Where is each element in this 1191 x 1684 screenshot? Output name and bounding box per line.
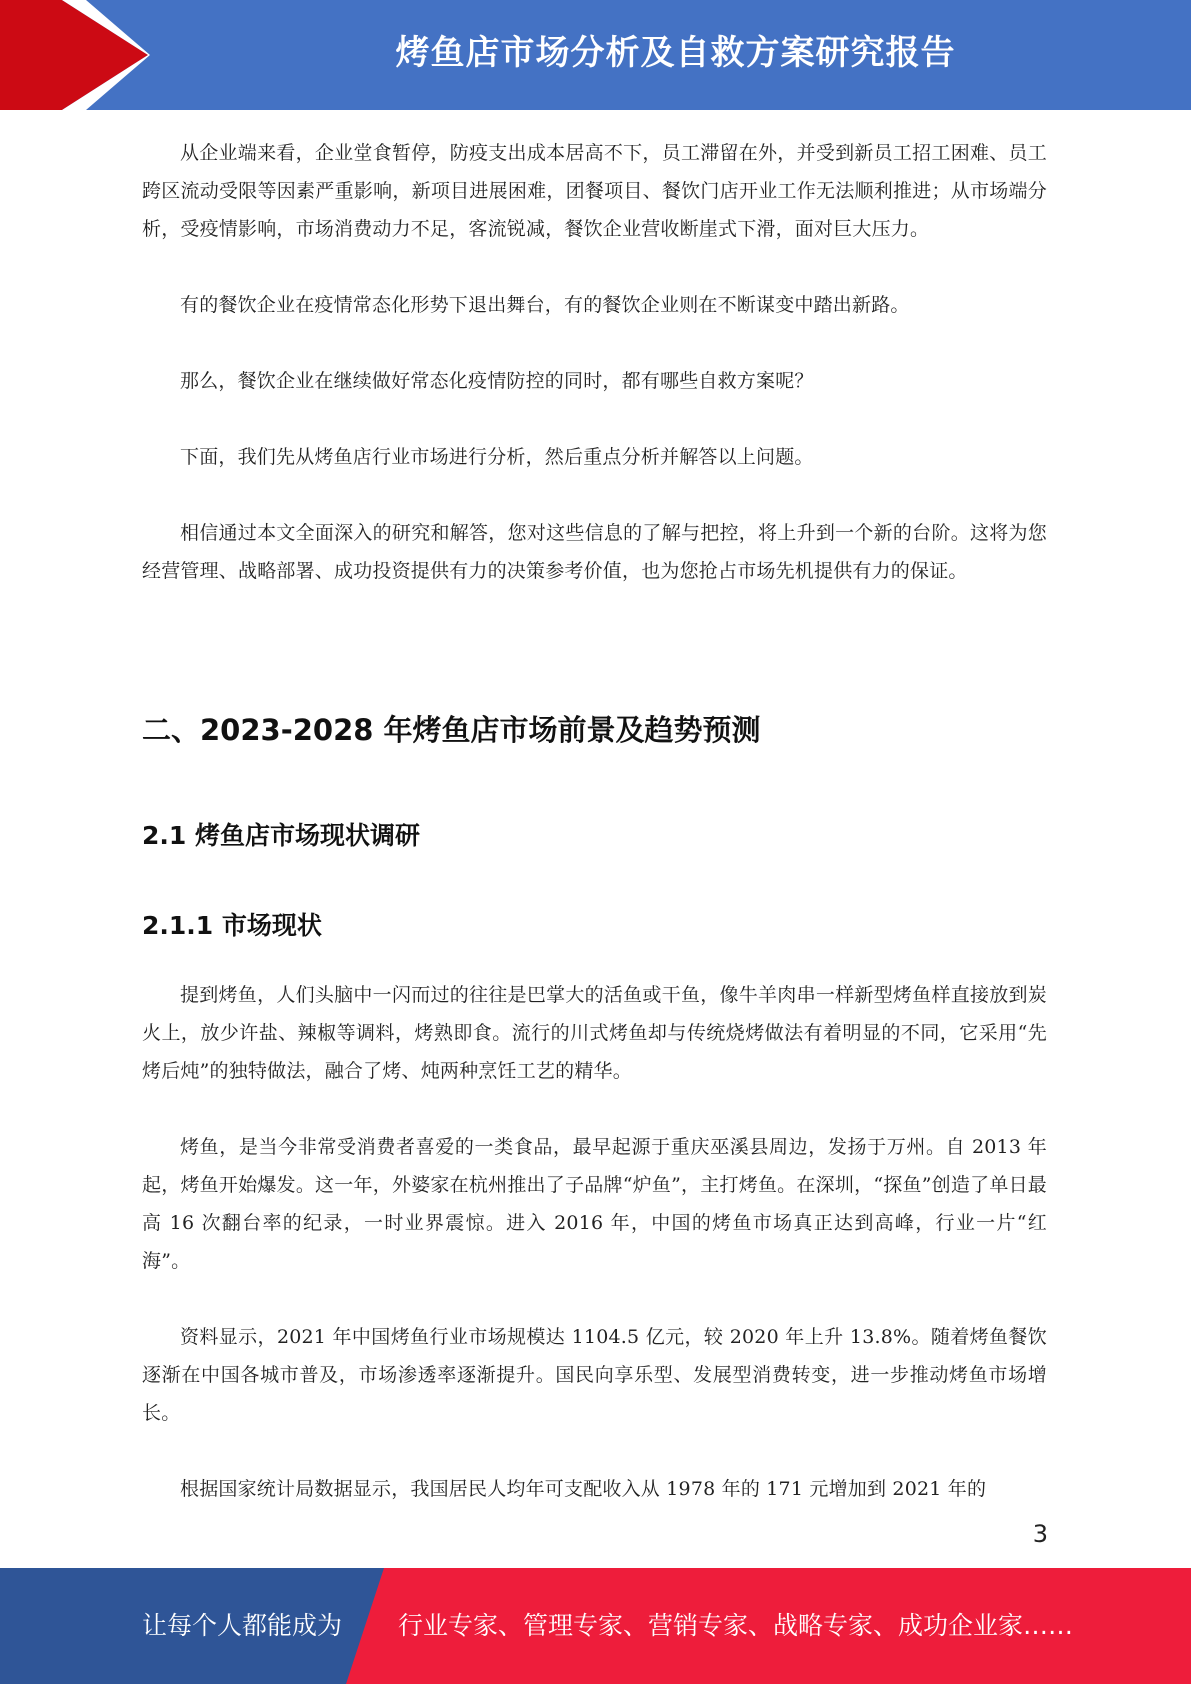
intro-section xyxy=(142,134,1047,590)
paragraph: 资料显示，2021 年中国烤鱼行业市场规模达 1104.5 亿元，较 2020 年上升 13.8%。随着烤鱼餐饮逐渐在中国各城市普及，市场渗透率逐渐提升。国民向享乐型、发展型消费转变，进一步推动烤鱼市场增长。 xyxy=(142,1326,1047,1424)
paragraph: 提到烤鱼，人们头脑中一闪而过的往往是巴掌大的活鱼或干鱼，像牛羊肉串一样新型烤鱼样直接放到炭火上，放少许盐、辣椒等调料，烤熟即食。流行的川式烤鱼却与传统烧烤做法有着明显的不同，它采用“先烤后炖”的独特做法，融合了烤、炖两种烹饪工艺的精华。 xyxy=(142,984,1047,1082)
paragraph: 相信通过本文全面深入的研究和解答，您对这些信息的了解与把控，将上升到一个新的台阶。这将为您经营管理、战略部署、成功投资提供有力的决策参考价值，也为您抢占市场先机提供有力的保证。 xyxy=(142,522,1047,582)
paragraph: 下面，我们先从烤鱼店行业市场进行分析，然后重点分析并解答以上问题。 xyxy=(180,446,814,468)
market-status-section xyxy=(142,976,1047,1508)
paragraph: 那么，餐饮企业在继续做好常态化疫情防控的同时，都有哪些自救方案呢？ xyxy=(180,370,814,392)
subsubsection-heading: 2.1.1 市场现状 xyxy=(142,911,322,940)
page-footer xyxy=(0,1568,1191,1684)
paragraph: 有的餐饮企业在疫情常态化形势下退出舞台，有的餐饮企业则在不断谋变中踏出新路。 xyxy=(180,294,910,316)
page-header xyxy=(0,0,1191,110)
paragraph: 烤鱼，是当今非常受消费者喜爱的一类食品，最早起源于重庆巫溪县周边，发扬于万州。自 2013 年起，烤鱼开始爆发。这一年，外婆家在杭州推出了子品牌“炉鱼”，主打烤鱼。在深圳，“探鱼”创造了单日最高 16 次翻台率的纪录，一时业界震惊。进入 2016 年，中国的烤鱼市场真正达到高峰，行业一片“红海”。 xyxy=(142,1136,1047,1272)
section-heading: 二、2023-2028 年烤鱼店市场前景及趋势预测 xyxy=(142,713,761,747)
subsection-heading: 2.1 烤鱼店市场现状调研 xyxy=(142,821,420,850)
header-title: 烤鱼店市场分析及自救方案研究报告 xyxy=(395,33,956,73)
paragraph: 根据国家统计局数据显示，我国居民人均年可支配收入从 1978 年的 171 元增加到 2021 年的 xyxy=(180,1478,987,1500)
paragraph: 从企业端来看，企业堂食暂停，防疫支出成本居高不下，员工滞留在外，并受到新员工招工困难、员工跨区流动受限等因素严重影响，新项目进展困难，团餐项目、餐饮门店开业工作无法顺利推进；从市场端分析，受疫情影响，市场消费动力不足，客流锐减，餐饮企业营收断崖式下滑，面对巨大压力。 xyxy=(142,142,1047,240)
footer-slogan-right: 行业专家、管理专家、营销专家、战略专家、成功企业家…… xyxy=(398,1611,1074,1640)
footer-slogan-left: 让每个人都能成为 xyxy=(142,1611,343,1640)
page-number: 3 xyxy=(1032,1520,1048,1548)
